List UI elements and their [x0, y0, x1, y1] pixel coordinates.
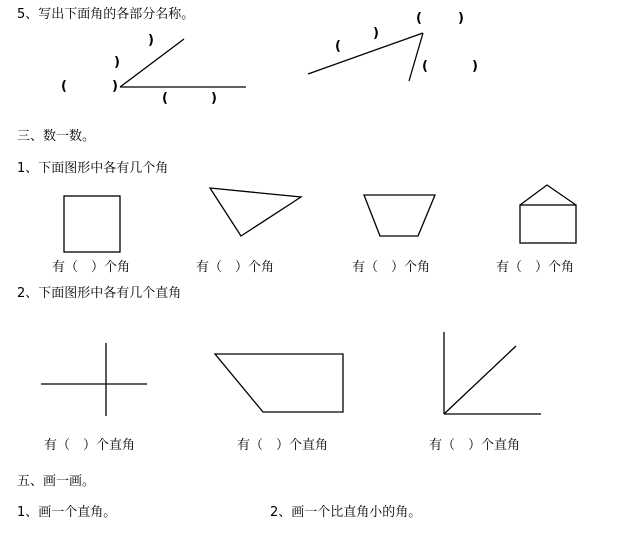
angle2-arc-mark: ): [373, 26, 379, 41]
answer-angle-figure: 有（ ）个直角: [429, 438, 521, 453]
angle1-vertex-blank-open: (: [61, 79, 67, 94]
right-trapezoid-shape: [215, 354, 343, 412]
section-5-title: 5、写出下面角的各部分名称。: [17, 7, 195, 22]
section-3-title: 三、数一数。: [17, 129, 96, 144]
angle2-left-blank-open: (: [335, 39, 341, 54]
angle2-top-blank-close: ): [458, 11, 464, 26]
angle2-top-blank-open: (: [416, 11, 422, 26]
angle2-right-blank-close: ): [472, 59, 478, 74]
answer-house: 有（ ）个角: [496, 260, 575, 275]
house-roof-shape: [520, 185, 576, 205]
section-draw-title: 五、画一画。: [17, 474, 96, 489]
draw-question-2: 2、画一个比直角小的角。: [270, 505, 422, 520]
angle2-right-blank-open: (: [422, 59, 428, 74]
answer-trapezoid: 有（ ）个角: [352, 260, 431, 275]
triangle-shape: [210, 188, 301, 236]
angle1-base-blank-close: ): [211, 91, 217, 106]
answer-square: 有（ ）个角: [52, 260, 131, 275]
draw-question-1: 1、画一个直角。: [17, 505, 117, 520]
trapezoid-shape: [364, 195, 435, 236]
house-body-shape: [520, 205, 576, 243]
square-shape: [64, 196, 120, 252]
answer-cross: 有（ ）个直角: [44, 438, 136, 453]
angle2-ray-left: [308, 33, 423, 74]
angle-figure-diagonal: [444, 346, 516, 414]
question-2-title: 2、下面图形中各有几个直角: [17, 286, 182, 301]
answer-triangle: 有（ ）个角: [196, 260, 275, 275]
angle1-vertex-blank-close: ): [112, 79, 118, 94]
angle1-arc-mark: ): [114, 55, 120, 70]
angle2-ray-right: [409, 33, 423, 81]
angle1-side-blank-close: ): [148, 33, 154, 48]
answer-right-trapezoid: 有（ ）个直角: [237, 438, 329, 453]
question-1-title: 1、下面图形中各有几个角: [17, 161, 169, 176]
angle1-base-blank-open: (: [162, 91, 168, 106]
